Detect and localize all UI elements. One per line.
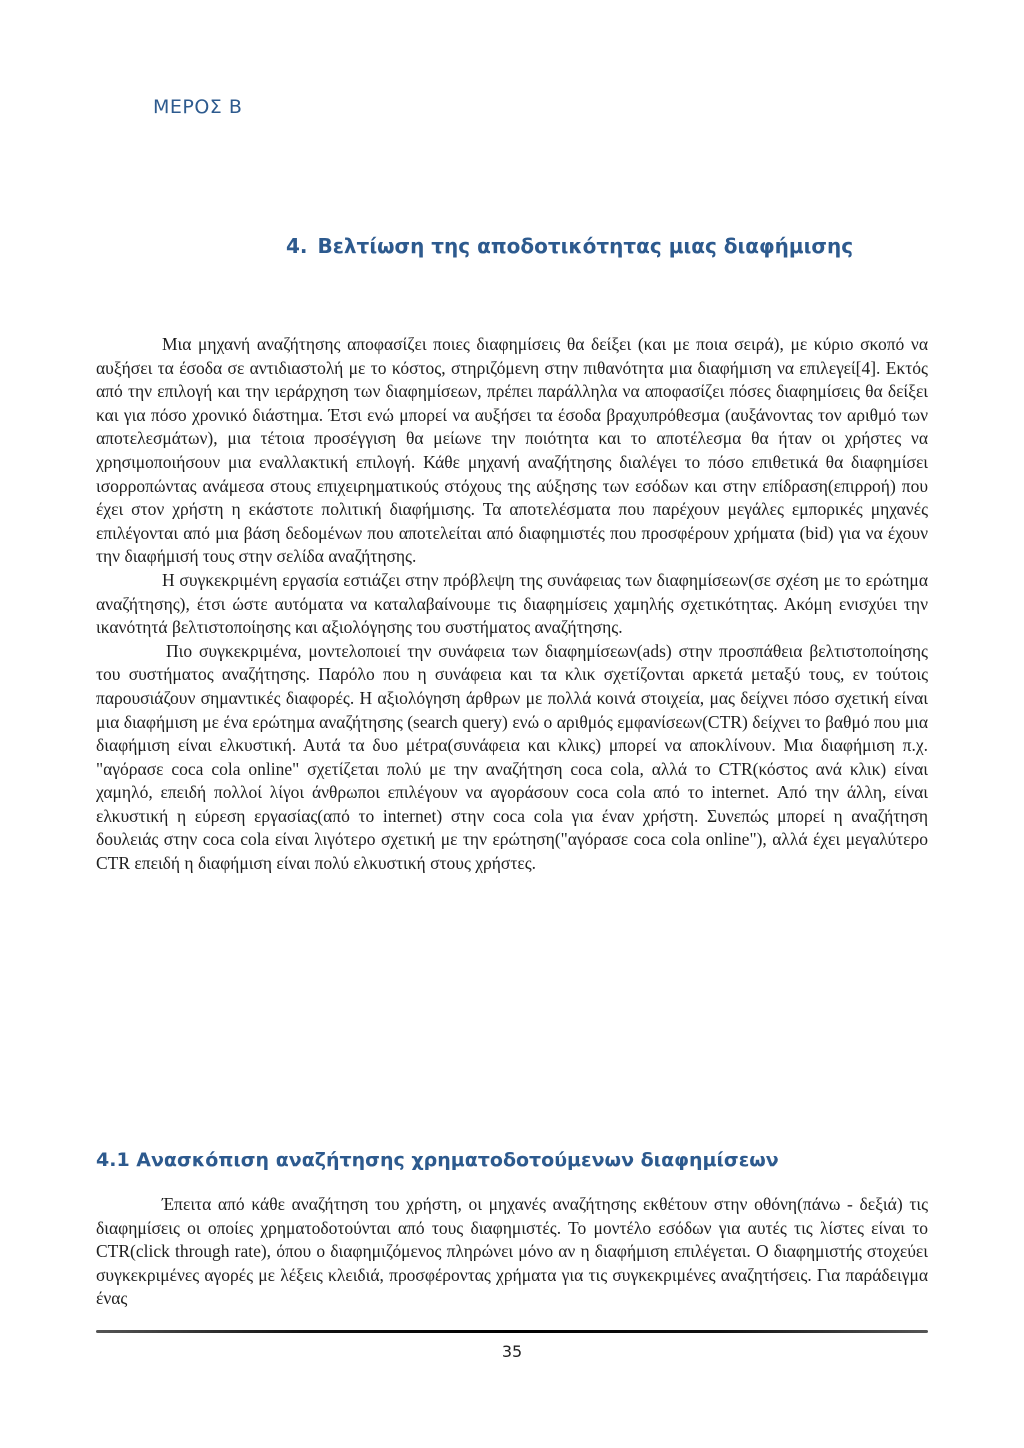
- section-body: [96, 1193, 928, 1311]
- paragraph-intro: Μια μηχανή αναζήτησης αποφασίζει ποιες διαφημίσεις θα δείξει (και με ποια σειρά), με κύριο σκοπό να αυξήσει τα έσοδα σε αντιδιαστολή με το κόστος, στηριζόμενη στην πιθανότητα μια διαφήμιση να επιλεγεί[4]. Εκτός από την επιλογή και την ιεράρχηση των διαφημίσεων, πρέπει παράλληλα να αποφασίζει πόσες διαφημίσεις θα δείξει και για πόσο χρονικό διάστημα. Έτσι ενώ μπορεί να αυξήσει τα έσοδα βραχυπρόθεσμα (αυξάνοντας τον αριθμό των αποτελεσμάτων), μια τέτοια προσέγγιση θα μείωνε την ποιότητα και το αποτέλεσμα θα ήταν οι χρήστες να χρησιμοποιήσουν μια εναλλακτική επιλογή. Κάθε μηχανή αναζήτησης διαλέγει το πόσο επιθετικά θα διαφημίσει ισορροπώντας ανάμεσα στους επιχειρηματικούς στόχους της αύξησης των εσόδων και στην επίδραση(επιρροή) που έχει στον χρήστη η εκάστοτε πολιτική διαφήμισης. Τα αποτελέσματα που παρέχουν μεγάλες εμπορικές μηχανές επιλέγονται από μια βάση δεδομένων που αποτελείται από διαφημιστές που προσφέρουν χρήματα (bid) για να έχουν την διαφήμισή τους στην σελίδα αναζήτησης.: [96, 334, 928, 567]
- section-title: 4.1 Ανασκόπιση αναζήτησης χρηματοδοτούμενων διαφημίσεων: [96, 1149, 779, 1171]
- paragraph-sponsored-search: Έπειτα από κάθε αναζήτηση του χρήστη, οι μηχανές αναζήτησης εκθέτουν στην οθόνη(πάνω - δεξιά) τις διαφημίσεις οι οποίες χρηματοδοτούνται από τους διαφημιστές. Το μοντέλο εσόδων για αυτές τις λίστες είναι το CTR(click through rate), όπου ο διαφημιζόμενος πληρώνει μόνο αν η διαφήμιση επιλέγεται. Ο διαφημιστής στοχεύει συγκεκριμένες αγορές με λέξεις κλειδιά, προσφέροντας χρήματα για τις συγκεκριμένες αναζητήσεις. Για παράδειγμα ένας: [96, 1194, 928, 1309]
- chapter-number: 4.: [286, 234, 308, 258]
- footer-divider: [96, 1330, 928, 1333]
- page-number: 35: [501, 1342, 523, 1361]
- part-label: ΜΕΡΟΣ Β: [153, 96, 243, 118]
- chapter-title: [286, 234, 853, 258]
- paragraph-focus: Η συγκεκριμένη εργασία εστιάζει στην πρόβλεψη της συνάφειας των διαφημίσεων(σε σχέση με το ερώτημα αναζήτησης), έτσι ώστε αυτόματα να καταλαβαίνουμε τις διαφημίσεις χαμηλής σχετικότητας. Ακόμη ενισχύει την ικανότητά βελτιστοποίησης και αξιολόγησης του συστήματος αναζήτησης.: [96, 569, 928, 638]
- paragraph-relevance: Πιο συγκεκριμένα, μοντελοποιεί την συνάφεια των διαφημίσεων(ads) στην προσπάθεια βελτιστοποίησης του συστήματος αναζήτησης. Παρόλο που η συνάφεια και τα κλικ σχετίζονται αρκετά μεταξύ τους, εν τούτοις παρουσιάζουν σημαντικές διαφορές. Η αξιολόγηση άρθρων με πολλά κοινά στοιχεία, μας δείχνει πόσο σχετική είναι μια διαφήμιση με ένα ερώτημα αναζήτησης (search query) ενώ ο αριθμός εμφανίσεων(CTR) δείχνει το βαθμό που μια διαφήμιση είναι ελκυστική. Αυτά τα δυο μέτρα(συνάφεια και κλικς) μπορεί να αποκλίνουν. Μια διαφήμιση π.χ. "αγόρασε coca cola online" σχετίζεται πολύ με την αναζήτηση coca cola, αλλά το CTR(κόστος ανά κλικ) είναι χαμηλό, επειδή πολλοί λίγοι άνθρωποι επιλέγουν να αγοράσουν coca cola από το internet. Από την άλλη, είναι ελκυστική η εύρεση εργασίας(από το internet) στην coca cola για έναν χρήστη. Συνεπώς μπορεί η αναζήτηση δουλειάς στην coca cola είναι λιγότερο σχετική με την ερώτηση("αγόρασε coca cola online"), αλλά έχει μεγαλύτερο CTR επειδή η διαφήμιση είναι πολύ ελκυστική στους χρήστες.: [96, 640, 928, 874]
- chapter-title-text: Βελτίωση της αποδοτικότητας μιας διαφήμισης: [317, 234, 854, 258]
- chapter-body: [96, 333, 928, 876]
